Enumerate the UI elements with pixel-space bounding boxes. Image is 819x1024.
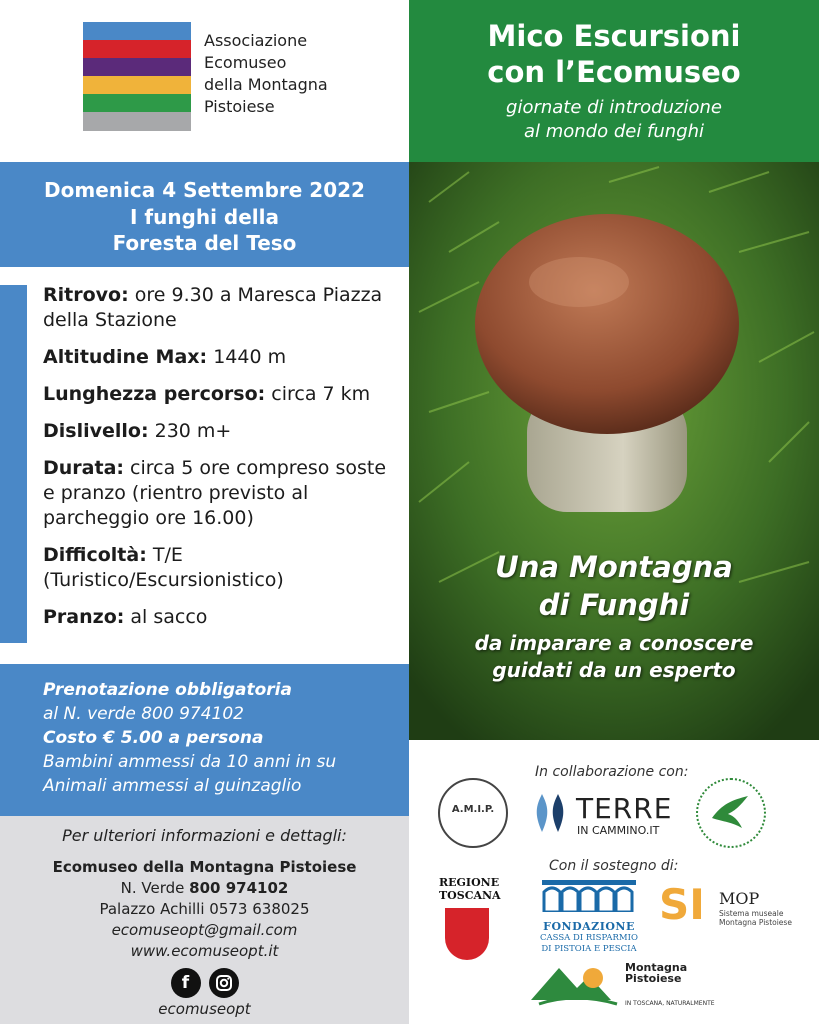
detail-label: Lunghezza percorso: (43, 383, 266, 405)
eagle-icon (698, 780, 764, 846)
detail-label: Dislivello: (43, 420, 149, 442)
detail-value: 230 m+ (148, 420, 232, 442)
contact-website[interactable]: www.ecomuseopt.it (130, 942, 279, 960)
details-accent-bar (0, 285, 27, 643)
headline-line: Una Montagna (495, 550, 733, 584)
booking-animals: Animali ammessi al guinzaglio (43, 776, 302, 796)
detail-value: circa 5 ore compreso soste e pranzo (rientro previsto al parcheggio ore 16.00) (43, 457, 387, 529)
fondazione-name: FONDAZIONE (543, 920, 635, 933)
park-logo (696, 778, 766, 848)
montagna-pistoiese-logo (529, 960, 715, 1010)
mtp-text (625, 962, 687, 984)
booking-phone: al N. verde 800 974102 (43, 704, 244, 724)
detail-max-altitude (43, 345, 403, 370)
phone-label: N. Verde (120, 879, 190, 897)
mtp-line: Montagna (625, 961, 688, 974)
social-handle: ecomuseopt (158, 1000, 251, 1018)
event-name-line: Foresta del Teso (112, 231, 297, 255)
tagline-line: guidati da un esperto (492, 658, 736, 682)
regione-toscana-logo (439, 876, 501, 960)
terre-sub: IN CAMMINO.IT (577, 824, 660, 837)
social-links (0, 968, 409, 998)
tagline-line: da imparare a conoscere (474, 631, 754, 655)
detail-label: Difficoltà: (43, 544, 147, 566)
detail-elevation-gain (43, 419, 403, 444)
subtitle-line: giornate di introduzione (506, 97, 722, 118)
subtitle (409, 96, 819, 144)
contact-phone[interactable]: 800 974102 (189, 879, 289, 897)
regione-shield-icon (445, 908, 489, 960)
detail-lunch (43, 605, 403, 630)
simop-sub (719, 909, 792, 927)
subtitle-line: al mondo dei funghi (523, 121, 705, 142)
logo-stripe (83, 94, 191, 112)
mountain-icon (529, 960, 621, 1006)
organization-name (204, 30, 394, 118)
logo-stripe (83, 40, 191, 58)
event-details (43, 283, 403, 642)
logo-stripe (83, 22, 191, 40)
tagline (409, 630, 819, 684)
detail-value: circa 7 km (265, 383, 371, 405)
simop-sub-line: Montagna Pistoiese (719, 918, 792, 927)
event-banner (0, 162, 409, 267)
org-name-line: Pistoiese (204, 97, 275, 116)
title-line: con l’Ecomuseo (487, 55, 741, 89)
title-banner (409, 0, 819, 162)
drops-icon (532, 792, 568, 838)
amip-logo (438, 778, 508, 848)
headline-line: di Funghi (538, 588, 690, 622)
instagram-glyph (215, 974, 233, 992)
logo-stripe (83, 112, 191, 131)
logo-stripe (83, 76, 191, 94)
instagram-icon[interactable] (209, 968, 239, 998)
org-name-line: della Montagna (204, 75, 328, 94)
logo-stripe (83, 58, 191, 76)
contact-email[interactable]: ecomuseopt@gmail.com (111, 921, 298, 939)
org-name-line: Ecomuseo (204, 53, 287, 72)
regione-line: TOSCANA (439, 889, 501, 902)
detail-value: al sacco (124, 606, 208, 628)
detail-label: Pranzo: (43, 606, 125, 628)
amip-text: A.M.I.P. (451, 804, 495, 815)
mtp-tagline: IN TOSCANA, NATURALMENTE (625, 1000, 715, 1007)
event-date: Domenica 4 Settembre 2022 (44, 178, 365, 202)
facebook-icon[interactable] (171, 968, 201, 998)
simop-sub-line: Sistema museale (719, 909, 784, 918)
detail-meeting-point (43, 283, 403, 333)
detail-difficulty (43, 543, 403, 593)
event-name-line: I funghi della (129, 205, 280, 229)
booking-info (0, 664, 409, 816)
page-title (409, 18, 819, 90)
arches-icon (542, 880, 636, 912)
regione-line: REGIONE (439, 876, 500, 889)
detail-duration (43, 456, 403, 531)
detail-value: ore 9.30 a Maresca Piazza della Stazione (43, 284, 383, 331)
org-name-line: Associazione (204, 31, 308, 50)
support-caption: Con il sostegno di: (549, 858, 679, 874)
contact-info (0, 816, 409, 1024)
facebook-glyph: f (181, 973, 190, 993)
fondazione-desc: DI PISTOIA E PESCIA (541, 944, 637, 954)
title-line: Mico Escursioni (487, 19, 741, 53)
photo-overlay-text (409, 548, 819, 684)
fondazione-logo (539, 880, 639, 955)
detail-route-length (43, 382, 403, 407)
contact-address: Palazzo Achilli 0573 638025 (99, 900, 310, 918)
contact-org: Ecomuseo della Montagna Pistoiese (52, 858, 357, 876)
simop-si: SI (659, 880, 705, 929)
collaboration-caption: In collaborazione con: (535, 764, 689, 780)
detail-value: 1440 m (207, 346, 287, 368)
booking-required: Prenotazione obbligatoria (43, 680, 292, 700)
fondazione-desc: CASSA DI RISPARMIO (540, 933, 638, 943)
contact-phone-line (0, 878, 409, 899)
booking-cost: Costo € 5.00 a persona (43, 728, 264, 748)
detail-label: Durata: (43, 457, 124, 479)
simop-mop: MOP (719, 889, 760, 908)
detail-label: Ritrovo: (43, 284, 129, 306)
terre-word: TERRE (576, 792, 673, 825)
partners-section (409, 740, 819, 1024)
detail-value: T/E (Turistico/Escursionistico) (43, 544, 284, 591)
contact-heading: Per ulteriori informazioni e dettagli: (62, 826, 347, 845)
detail-label: Altitudine Max: (43, 346, 208, 368)
mtp-line: Pistoiese (625, 972, 682, 985)
ecomuseo-logo (83, 22, 191, 131)
booking-children: Bambini ammessi da 10 anni in su (43, 752, 337, 772)
